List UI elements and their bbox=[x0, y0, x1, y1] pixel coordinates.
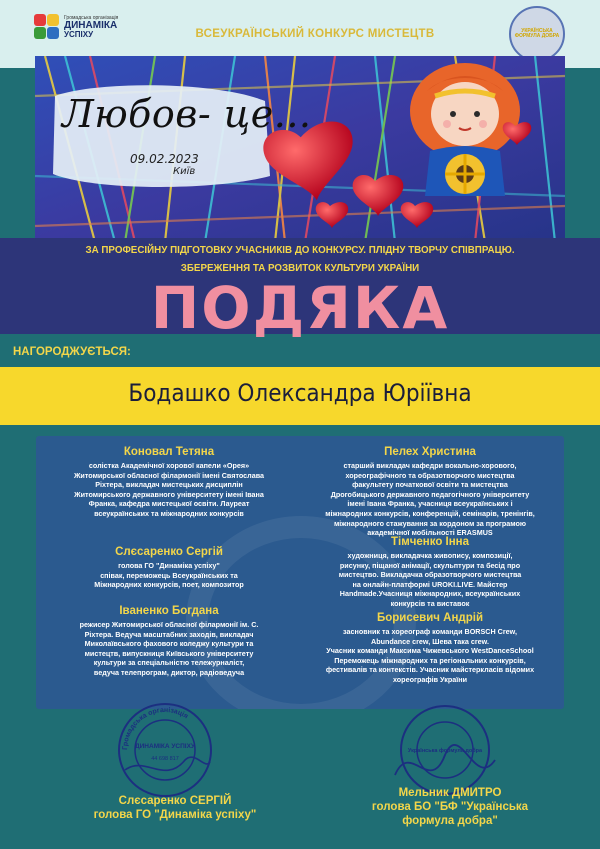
signature-left bbox=[70, 794, 280, 822]
event-date: 09.02.2023 bbox=[130, 152, 199, 166]
jury-name: Коновал Тетяна bbox=[123, 446, 215, 458]
jury-description: солістка Академічної хорової капели «Орея» Житомирської обласної філармонії імені Святослава Ріхтера, викладач мистецьких дисциплін Житомирського державного університету імені Івана Франка, кафедра мистецької освіти. Лауреат всеукраїнських та міжнародних конкурсів bbox=[73, 461, 265, 518]
svg-text:Українська формула добра: Українська формула добра bbox=[407, 748, 483, 754]
jury-member bbox=[304, 445, 556, 538]
awarded-label: НАГОРОДЖУЄТЬСЯ: bbox=[13, 346, 131, 358]
jury-member bbox=[44, 445, 294, 519]
jury-member bbox=[304, 611, 556, 685]
motto-line-2: ЗБЕРЕЖЕННЯ ТА РОЗВИТОК КУЛЬТУРИ УКРАЇНИ bbox=[180, 263, 420, 274]
charity-seal-text: УКРАЇНСЬКА ФОРМУЛА ДОБРА bbox=[514, 27, 560, 39]
jury-name: Пелех Христина bbox=[384, 446, 476, 458]
jury-panel bbox=[36, 436, 564, 709]
awardee-name: Бодашко Олександра Юріївна bbox=[128, 379, 472, 407]
document-title: ПОДЯКА bbox=[150, 274, 450, 342]
logo-org-label: Громадська організація bbox=[64, 14, 119, 21]
organization-stamp bbox=[115, 700, 215, 800]
contest-title: ВСЕУКРАЇНСЬКИЙ КОНКУРС МИСТЕЦТВ bbox=[195, 28, 435, 40]
signatory-name: Слєсаренко СЕРГІЙ bbox=[118, 795, 232, 807]
jury-description: старший викладач кафедри вокально-хорового, хореографічного та образотворчого мистецтва факультету початкової освіти та мистецтва Дрогобицького державного педагогічного університету імені Івана Франка, учасниця всеукраїнських і міжнародних конкурсів, конференцій, семінарів, тренінгів, міжнародного стажування за кордоном за програмою академічної мобільності ERASMUS bbox=[325, 461, 535, 538]
jury-description: засновник та хореограф команди BORSCH Crew, Abundance crew, Шева така crew. Учасник команди Максима Чижевського WestDanceSchool Переможець міжнародних та регіональних конкурсів, фестивалів та контекстів. Учасник майстеркласів відомих хореографів України bbox=[325, 627, 535, 684]
signatory-role: формула добра" bbox=[402, 815, 498, 827]
jury-name: Іваненко Богдана bbox=[119, 605, 219, 617]
logo-subtitle: УСПІХУ bbox=[64, 29, 94, 39]
jury-name: Тімченко Інна bbox=[390, 536, 470, 548]
signature-right bbox=[340, 786, 560, 828]
svg-text:Громадська організація: Громадська організація bbox=[121, 706, 190, 751]
event-title: Любов- це... bbox=[62, 92, 312, 136]
organization-logo bbox=[34, 10, 154, 44]
jury-description: художниця, викладачка живопису, композиції, рисунку, піщаної анімації, скульптури та бесід про мистецтво. Викладачка образотворчого мистецтва на онлайн-платформі UROKI.LIVE. Майстер Handmade.Учасниця міжнародних, всеукраїнських конкурсів та виставок bbox=[338, 551, 522, 608]
jury-member bbox=[44, 545, 294, 590]
signatory-role: голова БО "БФ "Українська bbox=[371, 801, 529, 813]
jury-description: голова ГО "Динаміка успіху" співак, переможець Всеукраїнських та Міжнародних конкурсів, поет, композитор bbox=[94, 561, 244, 590]
signatory-name: Мельник ДМИТРО bbox=[398, 787, 502, 799]
signatory-role: голова ГО "Динаміка успіху" bbox=[93, 809, 257, 821]
motto-line-1: ЗА ПРОФЕСІЙНУ ПІДГОТОВКУ УЧАСНИКІВ ДО КОНКУРСУ. ПЛІДНУ ТВОРЧУ СПІВПРАЦЮ. bbox=[85, 245, 515, 256]
jury-member bbox=[44, 604, 294, 678]
jury-member bbox=[304, 535, 556, 609]
banner-illustration bbox=[35, 56, 565, 242]
art-banner bbox=[35, 56, 565, 242]
jury-description: режисер Житомирської обласної філармонії ім. С. Ріхтера. Ведуча масштабних заходів, викладач Миколаївського фахового коледжу культури та мистецтв, випускниця Київського університету культури за спеціальністю тележурналіст, ведуча телепрограм, диктор, радіоведуча bbox=[79, 620, 259, 677]
puzzle-icon bbox=[34, 14, 60, 40]
event-city: Київ bbox=[173, 166, 196, 177]
svg-text:44 698 817: 44 698 817 bbox=[151, 756, 179, 762]
charity-stamp bbox=[390, 700, 500, 800]
jury-name: Слєсаренко Сергій bbox=[115, 546, 223, 558]
logo-name: ДИНАМІКА bbox=[64, 19, 118, 31]
charity-seal bbox=[509, 6, 565, 62]
jury-name: Борисевич Андрій bbox=[376, 612, 484, 624]
svg-text:ДИНАМІКА УСПІХУ: ДИНАМІКА УСПІХУ bbox=[135, 743, 195, 750]
